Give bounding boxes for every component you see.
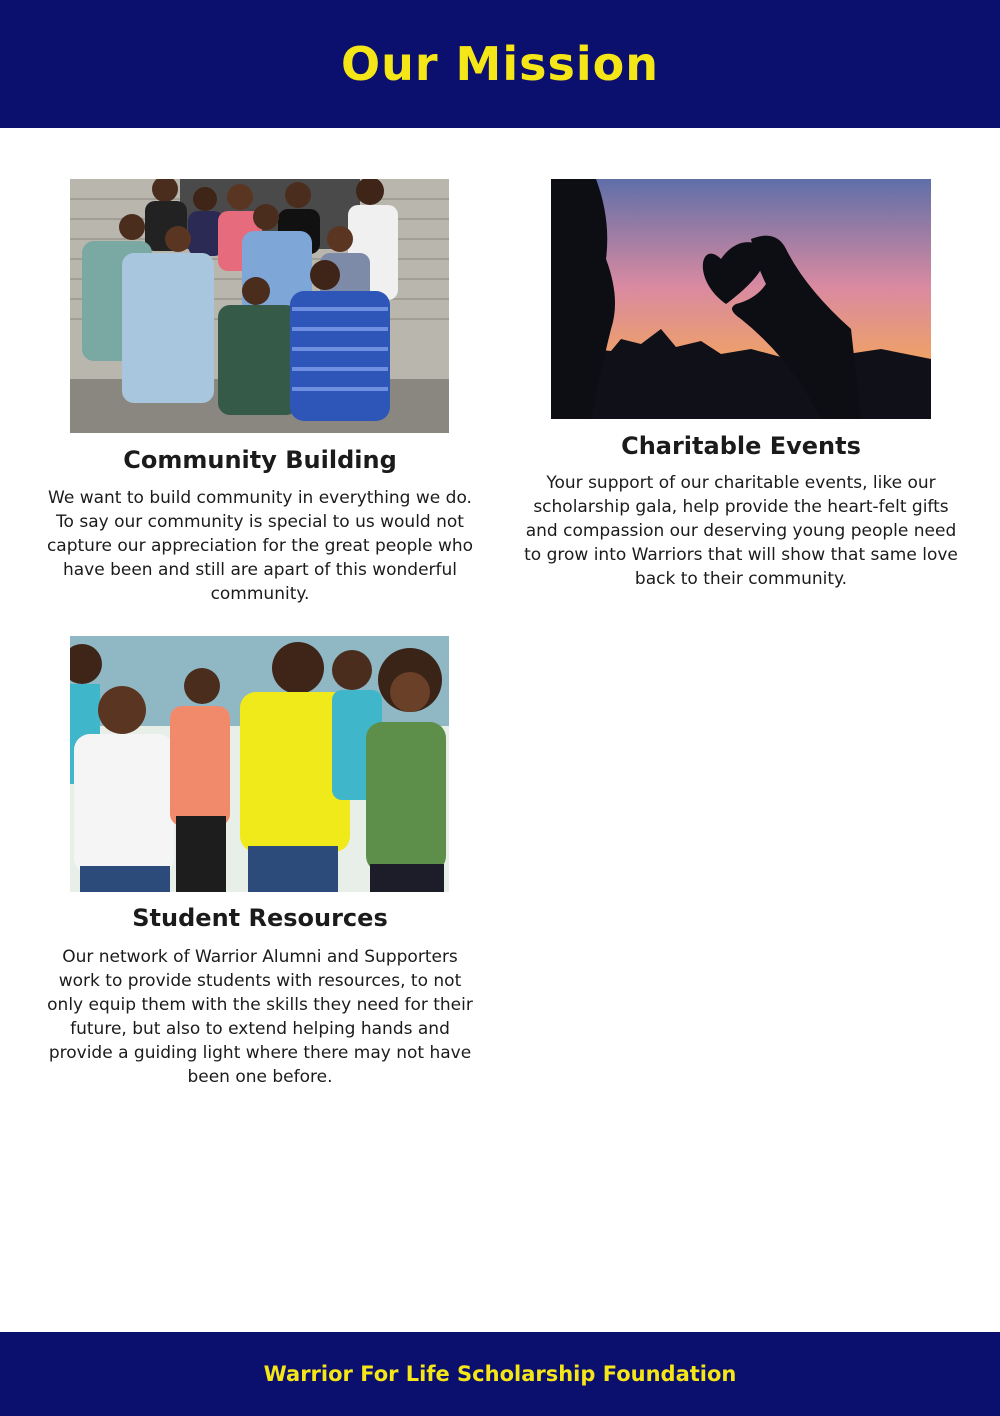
section-title: Charitable Events (621, 432, 861, 460)
group-photo-illustration (70, 179, 449, 433)
footer-band (0, 1332, 1000, 1416)
community-photo (70, 179, 449, 433)
section-body: We want to build community in everything we do. To say our community is special to us would not capture our appreciation for the great people who have been and still are apart of this wonderful community. (46, 488, 474, 604)
section-title: Student Resources (132, 904, 388, 932)
section-community-building (40, 440, 480, 620)
header-band (0, 0, 1000, 128)
section-body: Our network of Warrior Alumni and Supporters work to provide students with resources, to not only equip them with the skills they need for their future, but also to extend helping hands and provide a guiding light where there may not have been one before. (47, 947, 473, 1087)
students-walking-illustration (70, 636, 449, 892)
charity-photo (551, 179, 931, 419)
footer-text: Warrior For Life Scholarship Foundation (263, 1362, 737, 1386)
students-photo (70, 636, 449, 892)
section-student-resources (40, 898, 480, 1098)
heart-silhouette-illustration (551, 179, 931, 419)
page-title: Our Mission (341, 37, 659, 91)
section-title: Community Building (123, 446, 397, 474)
section-charitable-events (521, 426, 961, 596)
section-body: Your support of our charitable events, like our scholarship gala, help provide the heart-felt gifts and compassion our deserving young people need to grow into Warriors that will show that same love back to their community. (524, 473, 958, 589)
